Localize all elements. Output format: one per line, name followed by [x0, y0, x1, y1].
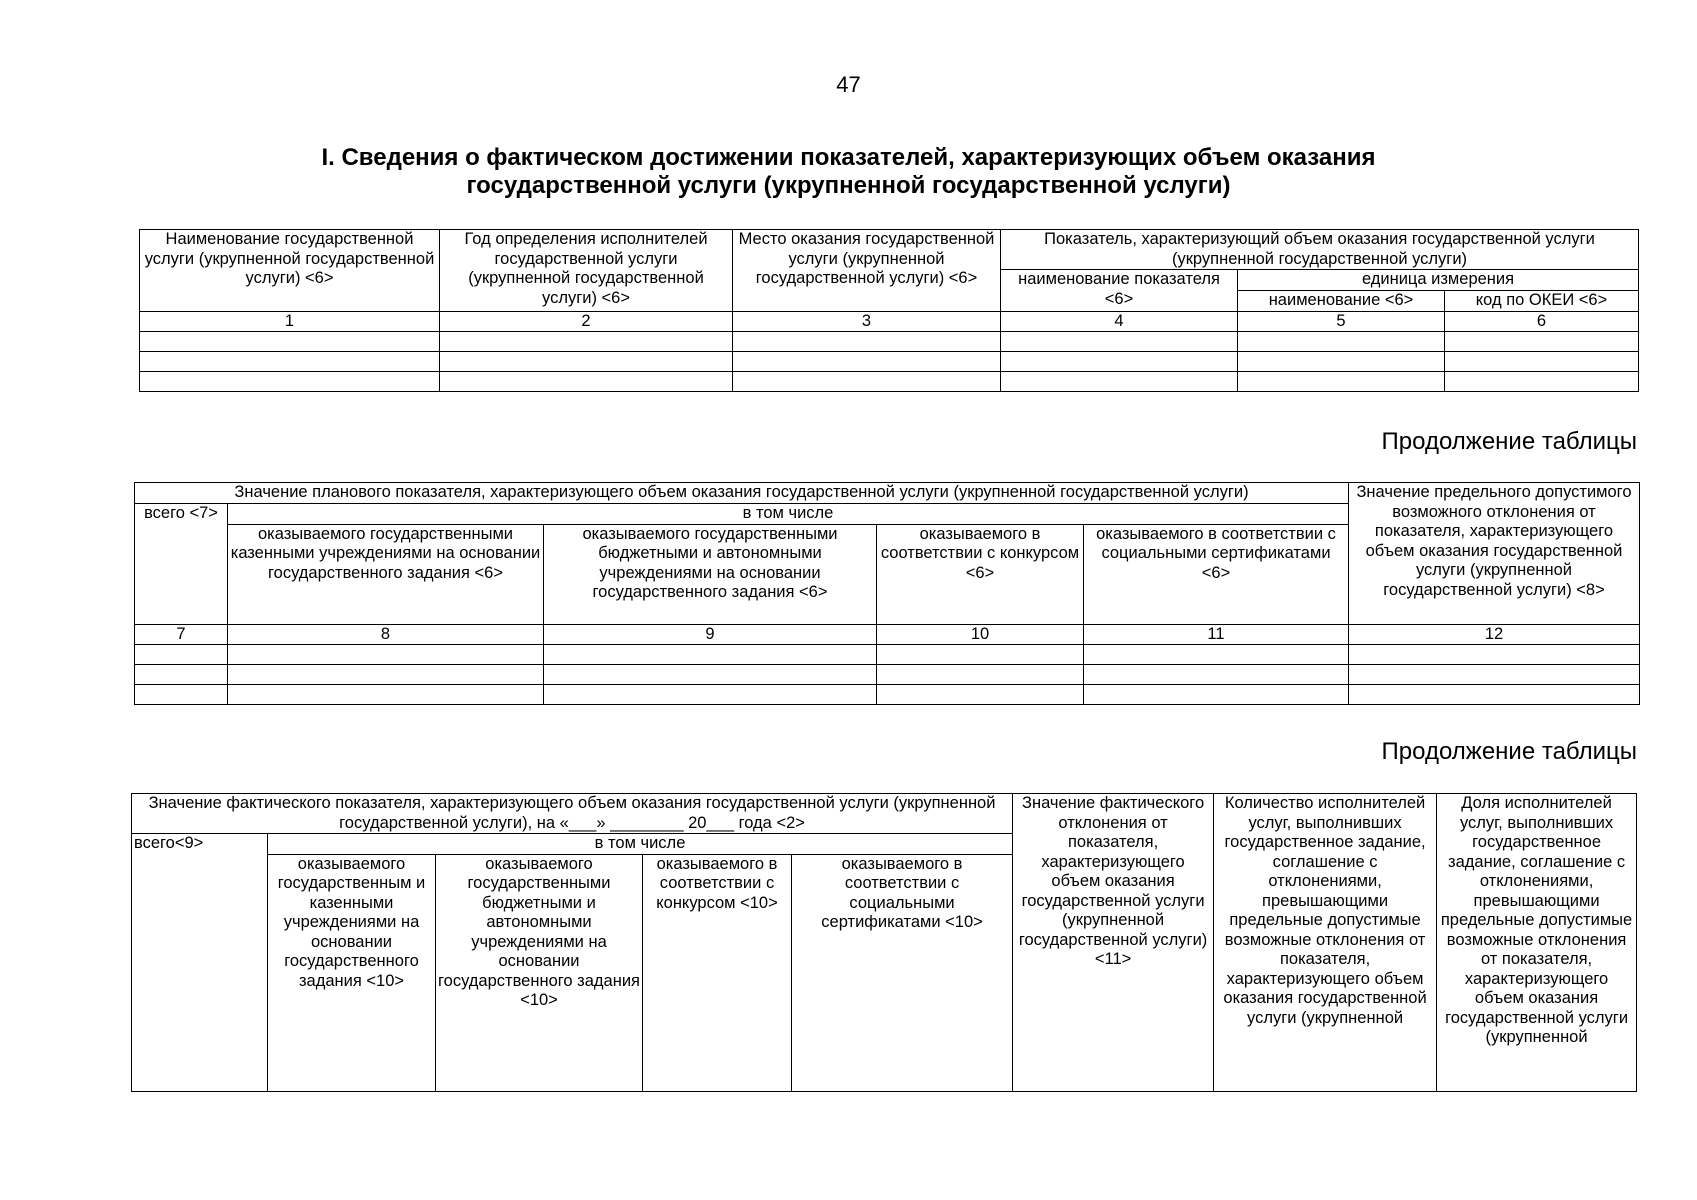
header-total: всего <7> — [135, 504, 228, 625]
table-cell[interactable] — [140, 332, 440, 352]
header-social-certificates: оказываемого в соответствии с социальными сертификатами <10> — [792, 854, 1013, 1091]
table-volume-indicators — [139, 229, 1639, 392]
header-place: Место оказания государственной услуги (укрупненной государственной услуги) <6> — [733, 230, 1001, 312]
table-row — [135, 645, 1640, 665]
header-state-institutions: оказываемого государственным и казенными учреждениями на основании государственного задания <10> — [268, 854, 436, 1091]
header-including: в том числе — [268, 834, 1013, 855]
column-number: 1 — [140, 311, 440, 332]
column-number: 8 — [228, 624, 544, 645]
header-competition: оказываемого в соответствии с конкурсом <6> — [877, 524, 1084, 624]
table-cell[interactable] — [135, 645, 228, 665]
table-cell[interactable] — [733, 352, 1001, 372]
table-cell[interactable] — [140, 372, 440, 392]
table-cell[interactable] — [733, 332, 1001, 352]
header-indicator-name: наименование показателя <6> — [1001, 270, 1238, 312]
header-executors-count: Количество исполнителей услуг, выполнивших государственное задание, соглашение с отклонениями, превышающими предельные допустимые возможные отклонения от показателя, характеризующего объем оказания государственной услуги (укрупненной — [1214, 794, 1437, 1092]
table-cell[interactable] — [1349, 665, 1640, 685]
header-limit-deviation: Значение предельного допустимого возможного отклонения от показателя, характеризующего объем оказания государственной услуги (укрупненной государственной услуги) <8> — [1349, 483, 1640, 625]
column-number: 4 — [1001, 311, 1238, 332]
table-cell[interactable] — [1001, 332, 1238, 352]
table-row — [140, 352, 1639, 372]
table-cell[interactable] — [877, 665, 1084, 685]
table-cell[interactable] — [1001, 352, 1238, 372]
header-unit-name: наименование <6> — [1238, 290, 1445, 311]
continuation-label: Продолжение таблицы — [1381, 738, 1637, 765]
header-actual-deviation: Значение фактического отклонения от показателя, характеризующего объем оказания государственной услуги (укрупненной государственной услуги) <11> — [1013, 794, 1214, 1092]
table-cell[interactable] — [1084, 685, 1349, 705]
table-cell[interactable] — [1238, 332, 1445, 352]
section-title-line2: государственной услуги (укрупненной государственной услуги) — [466, 172, 1231, 199]
table-cell[interactable] — [1084, 645, 1349, 665]
header-executors-share: Доля исполнителей услуг, выполнивших государственное задание, соглашение с отклонениями, превышающими предельные допустимые возможные отклонения от показателя, характеризующего объем оказания государственной услуги (укрупненной — [1437, 794, 1637, 1092]
table-cell[interactable] — [1349, 645, 1640, 665]
table-cell[interactable] — [228, 665, 544, 685]
table-cell[interactable] — [1445, 372, 1639, 392]
column-number: 6 — [1445, 311, 1639, 332]
table-cell[interactable] — [877, 645, 1084, 665]
table-cell[interactable] — [1445, 352, 1639, 372]
table-cell[interactable] — [733, 372, 1001, 392]
header-actual-value: Значение фактического показателя, характеризующего объем оказания государственной услуги (укрупненной государственной услуги), на «___» ________ 20___ года <2> — [132, 794, 1013, 834]
column-number: 10 — [877, 624, 1084, 645]
table-cell[interactable] — [544, 645, 877, 665]
table-cell[interactable] — [544, 685, 877, 705]
header-service-name: Наименование государственной услуги (укрупненной государственной услуги) <6> — [140, 230, 440, 312]
header-including: в том числе — [228, 504, 1349, 525]
section-title-line1: I. Сведения о фактическом достижении показателей, характеризующих объем оказания — [321, 144, 1376, 171]
section-title — [180, 144, 1517, 200]
table-cell[interactable] — [440, 352, 733, 372]
table-planned-values — [134, 482, 1640, 705]
table-row — [140, 332, 1639, 352]
continuation-label: Продолжение таблицы — [1381, 428, 1637, 455]
column-number: 12 — [1349, 624, 1640, 645]
table-cell[interactable] — [228, 645, 544, 665]
table-cell[interactable] — [1238, 352, 1445, 372]
header-social-certificates: оказываемого в соответствии с социальными сертификатами <6> — [1084, 524, 1349, 624]
column-number: 9 — [544, 624, 877, 645]
table-cell[interactable] — [135, 685, 228, 705]
table-cell[interactable] — [440, 332, 733, 352]
table-cell[interactable] — [1349, 685, 1640, 705]
column-numbers-row — [135, 624, 1640, 645]
header-okei-code: код по ОКЕИ <6> — [1445, 290, 1639, 311]
table-cell[interactable] — [1084, 665, 1349, 685]
table-cell[interactable] — [1445, 332, 1639, 352]
table-cell[interactable] — [544, 665, 877, 685]
column-number: 3 — [733, 311, 1001, 332]
column-number: 5 — [1238, 311, 1445, 332]
header-budget-institutions: оказываемого государственными бюджетными и автономными учреждениями на основании государственного задания <6> — [544, 524, 877, 624]
header-unit: единица измерения — [1238, 270, 1639, 291]
table-cell[interactable] — [440, 372, 733, 392]
table-cell[interactable] — [135, 665, 228, 685]
table-row — [135, 665, 1640, 685]
column-number: 7 — [135, 624, 228, 645]
header-state-institutions: оказываемого государственными казенными учреждениями на основании государственного задания <6> — [228, 524, 544, 624]
table-cell[interactable] — [1001, 372, 1238, 392]
table-actual-values — [131, 793, 1637, 1092]
table-cell[interactable] — [228, 685, 544, 705]
table-row — [135, 685, 1640, 705]
table-cell[interactable] — [1238, 372, 1445, 392]
page-number: 47 — [836, 72, 861, 97]
header-total: всего<9> — [132, 834, 268, 1092]
table-row — [140, 372, 1639, 392]
header-indicator: Показатель, характеризующий объем оказания государственной услуги (укрупненной государственной услуги) — [1001, 230, 1639, 270]
column-numbers-row — [140, 311, 1639, 332]
table-cell[interactable] — [140, 352, 440, 372]
header-competition: оказываемого в соответствии с конкурсом <10> — [643, 854, 792, 1091]
header-planned-value: Значение планового показателя, характеризующего объем оказания государственной услуги (укрупненной государственной услуги) — [135, 483, 1349, 504]
column-number: 11 — [1084, 624, 1349, 645]
column-number: 2 — [440, 311, 733, 332]
table-cell[interactable] — [877, 685, 1084, 705]
header-year: Год определения исполнителей государственной услуги (укрупненной государственной услуги) <6> — [440, 230, 733, 312]
header-budget-institutions: оказываемого государственными бюджетными и автономными учреждениями на основании государственного задания <10> — [436, 854, 643, 1091]
